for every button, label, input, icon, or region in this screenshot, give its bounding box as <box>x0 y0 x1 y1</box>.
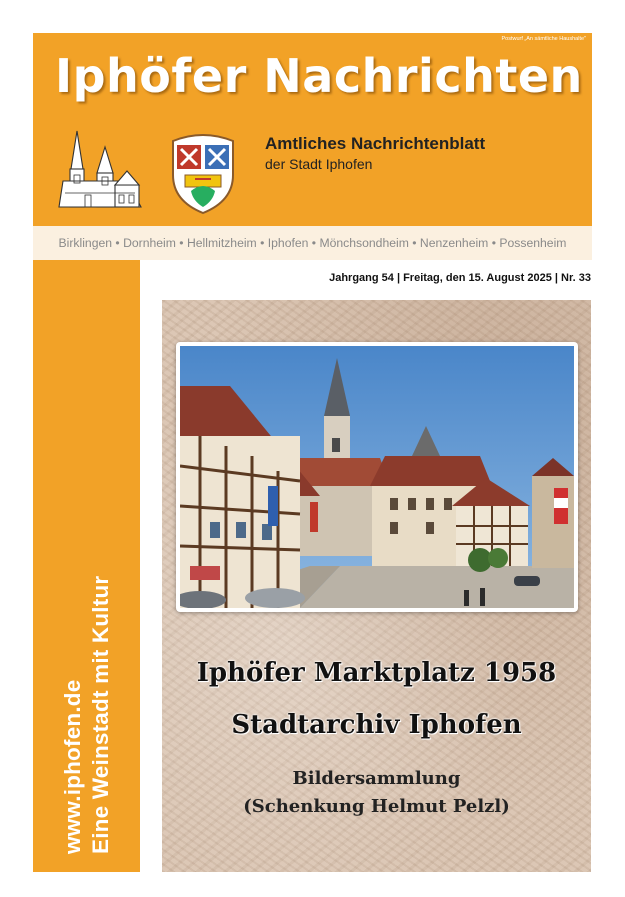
caption-donation: (Schenkung Helmut Pelzl) <box>243 796 510 817</box>
issue-info: Jahrgang 54 | Freitag, den 15. August 2025 | Nr. 33 <box>329 272 591 284</box>
coat-of-arms-icon <box>165 131 241 215</box>
subtitle-town: der Stadt Iphofen <box>265 156 373 172</box>
postal-note: Postwurf „An sämtliche Haushalte" <box>501 36 586 42</box>
cover-panel <box>162 300 591 872</box>
photo-frame <box>176 342 578 612</box>
sidebar <box>33 260 140 872</box>
website-url: www.iphofen.de <box>60 679 85 854</box>
market-square-photo <box>180 346 574 608</box>
subtitle-official: Amtliches Nachrichtenblatt <box>265 134 486 153</box>
districts-band <box>33 226 592 260</box>
caption-title: Iphöfer Marktplatz 1958 <box>196 658 557 688</box>
caption-archive: Stadtarchiv Iphofen <box>231 710 522 740</box>
newspaper-title: Iphöfer Nachrichten <box>55 49 583 103</box>
masthead <box>33 33 592 226</box>
caption-collection: Bildersammlung <box>292 768 461 789</box>
sidebar-slogan <box>59 274 119 854</box>
districts-list: Birklingen • Dornheim • Hellmitzheim • Iphofen • Mönchsondheim • Nenzenheim • Possenheim <box>58 236 567 250</box>
slogan-text: Eine Weinstadt mit Kultur <box>88 575 113 854</box>
church-icon <box>57 129 143 211</box>
